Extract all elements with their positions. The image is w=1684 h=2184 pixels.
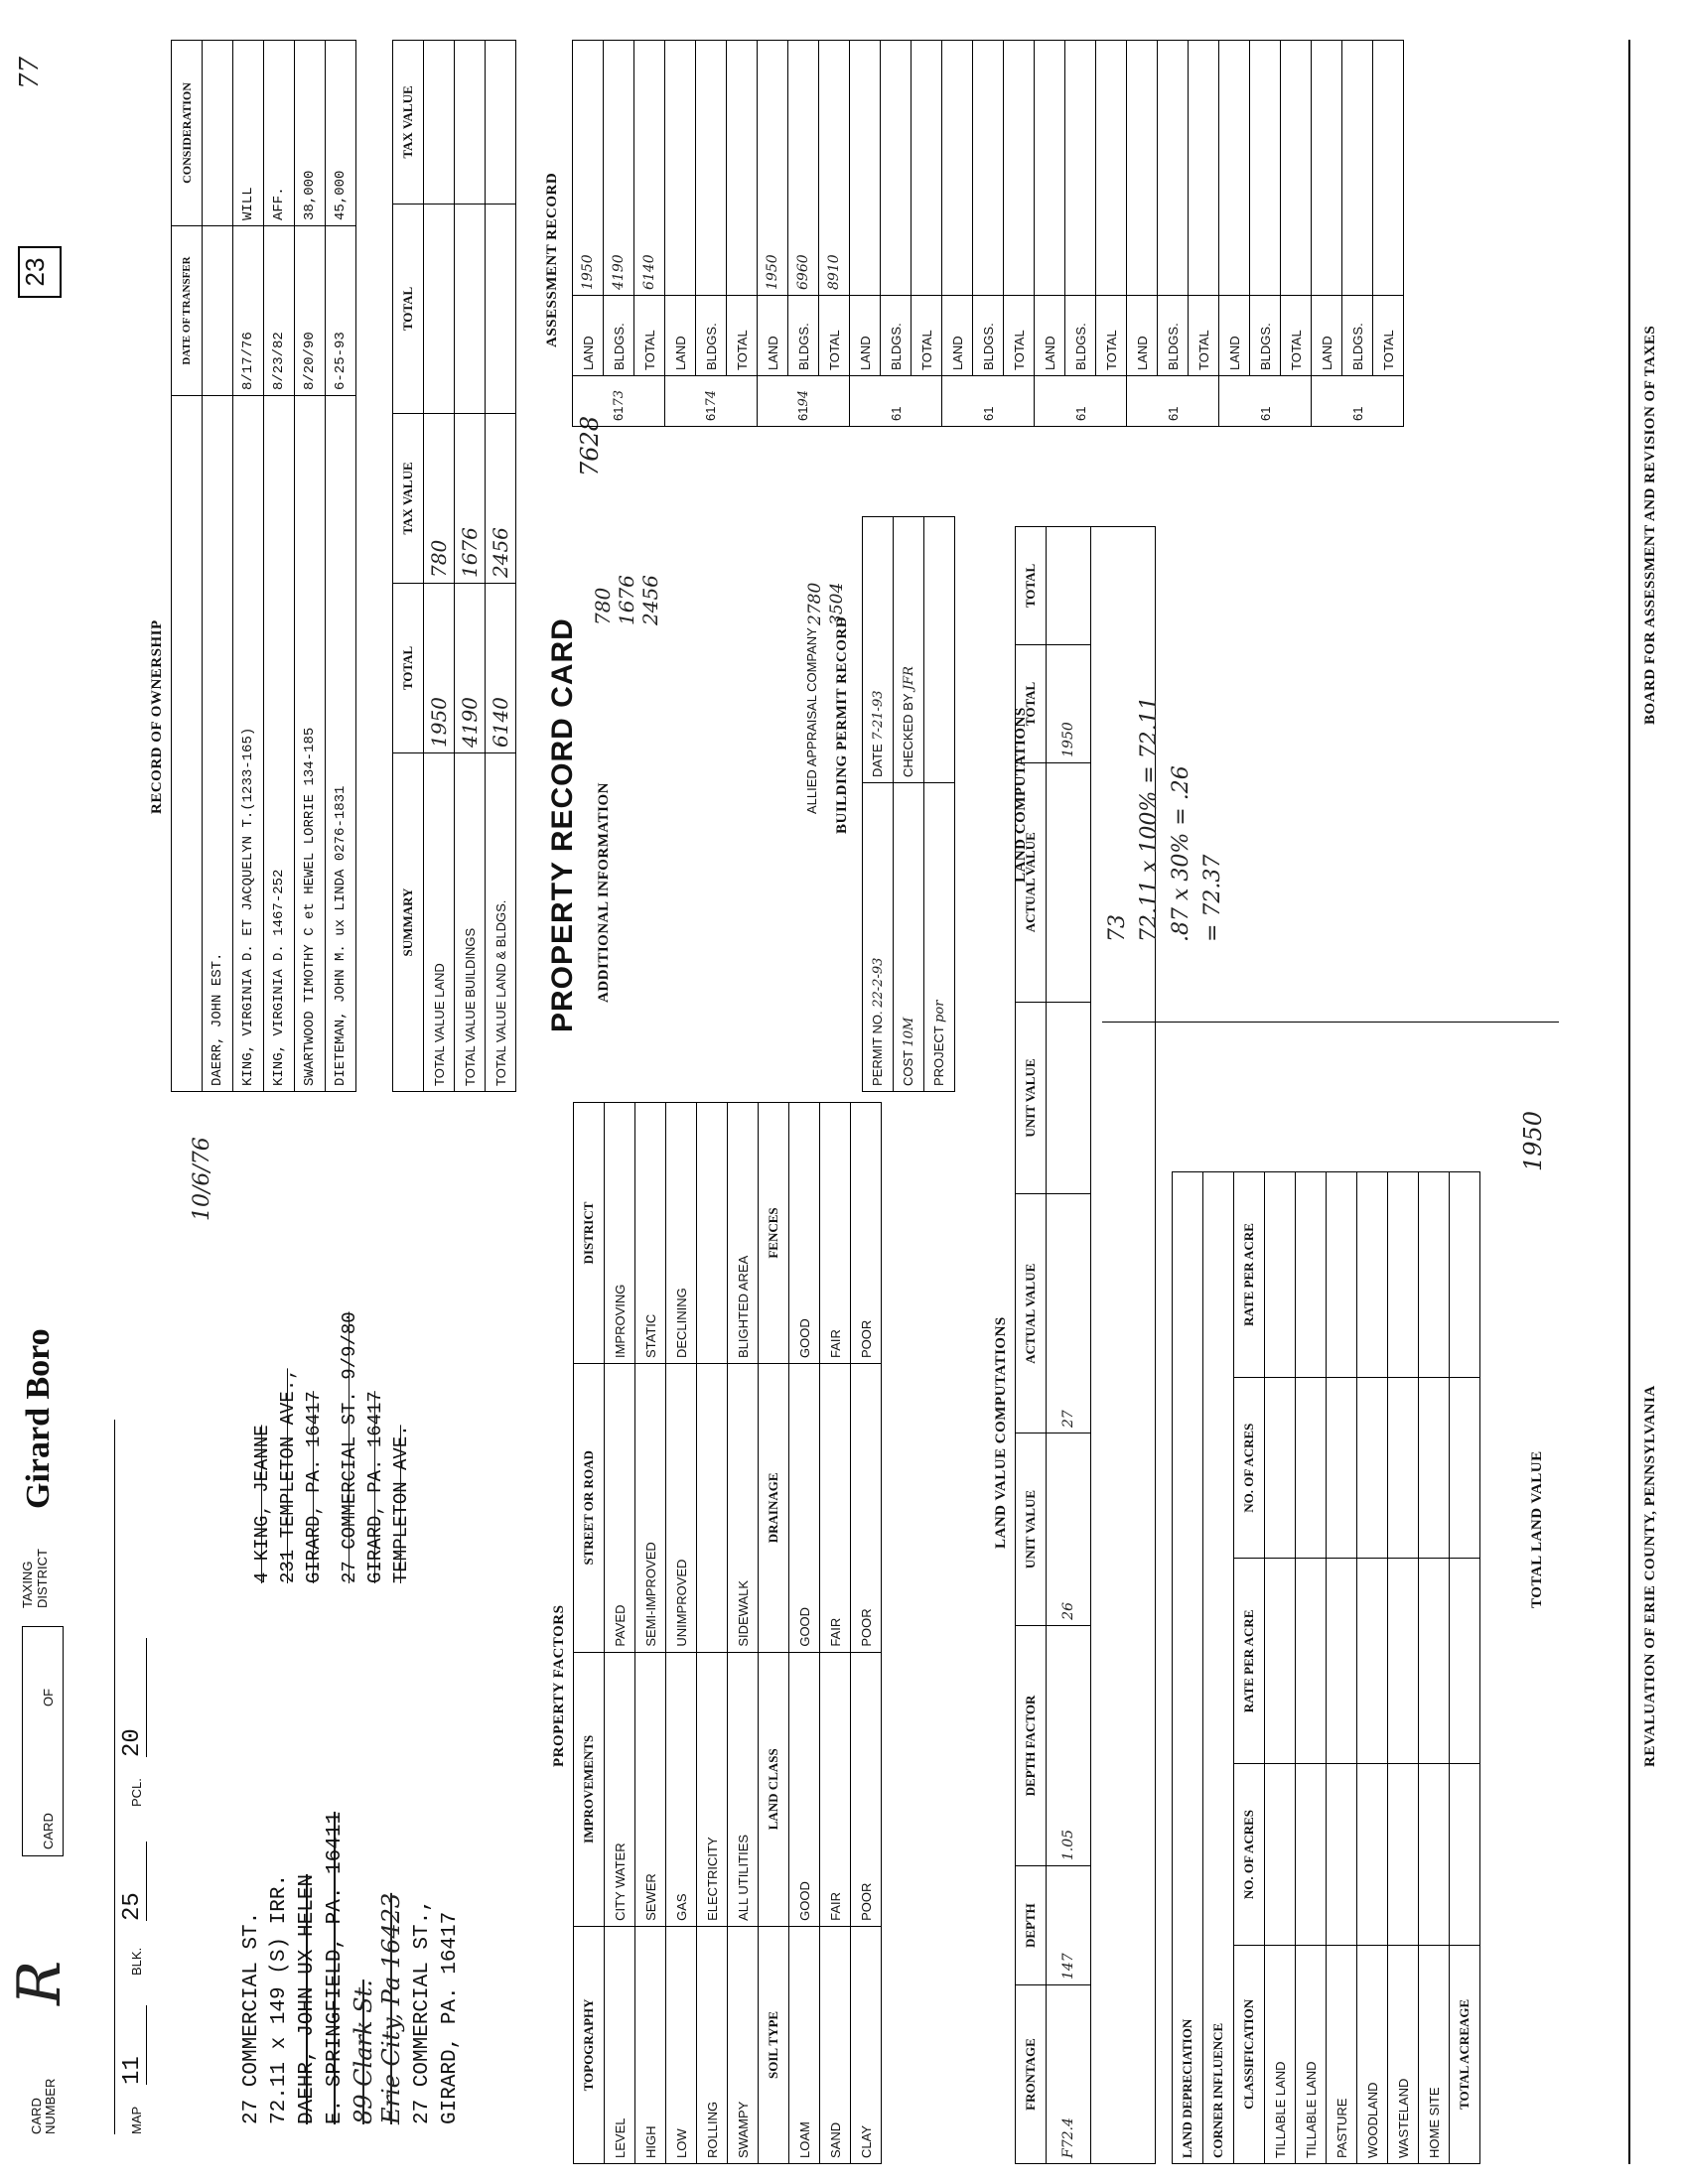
company-label: ALLIED APPRAISAL COMPANY xyxy=(804,627,819,814)
of-label: OF xyxy=(41,1688,56,1706)
land-computation-lines: 73 72.11 x 100% = 72.11 .87 x 30% = .26 = 72.37 xyxy=(1105,696,1225,942)
assessment-side-number: 7628 xyxy=(576,415,604,477)
ownership-row: KING, VIRGINIA D. ET JACQUELYN T.(1233-165) 8/17/76 WILL xyxy=(233,41,264,1092)
card-number-label: CARD NUMBER xyxy=(29,2078,58,2134)
summary-row: TOTAL VALUE LAND & BLDGS. 6140 2456 xyxy=(486,41,516,1092)
land-value-table: FRONTAGE DEPTH DEPTH FACTOR UNIT VALUE ACTUAL VALUE UNIT VALUE ACTUAL VALUE TOTAL TOTAL F72.4 147 1.05 26 27 1950 xyxy=(1015,526,1156,2164)
land-computations-section xyxy=(1013,525,1559,1023)
additional-info-label: ADDITIONAL INFORMATION xyxy=(596,782,612,1003)
map-label: MAP xyxy=(129,2106,144,2134)
record-card-section xyxy=(536,516,973,1092)
ownership-table xyxy=(171,40,356,1092)
card-of-box xyxy=(22,1626,64,1856)
handwritten-street: 89 Clark St. xyxy=(350,1979,377,2124)
ownership-title: RECORD OF OWNERSHIP xyxy=(149,619,165,814)
ownership-row: DAERR, JOHN EST. xyxy=(203,41,233,1092)
summary-total-header: TOTAL xyxy=(393,584,424,753)
additional-values: 780 1676 2456 xyxy=(591,575,662,625)
summary-right-total-header: TOTAL xyxy=(393,205,424,414)
footer-left: REVALUATION OF ERIE COUNTY, PENNSYLVANIA xyxy=(1642,1385,1658,1767)
permit-title: BUILDING PERMIT RECORD xyxy=(834,615,850,834)
summary-right-tax-header: TAX VALUE xyxy=(393,41,424,205)
struck-owner-line: DAEHR, JOHN UX HELEN xyxy=(296,1873,319,2124)
property-factors-table: TOPOGRAPHY IMPROVEMENTS STREET OR ROAD DISTRICT LEVEL CITY WATER PAVED IMPROVING HIGH SEWER SEMI-IMPROVED STATIC LOW GAS UNIMPROVED DECLINING ROLLING ELECTRICITY SWAMPY ALL UTILITIES SIDEWALK BLIGHTED AREA SOIL TYPE LAND CLASS DRAINAGE FENCES LOAM GOOD GOOD GOOD SAND FAIR FAIR FAIR CLAY POOR POOR POOR xyxy=(573,1102,882,2164)
assessment-section xyxy=(536,40,1599,506)
struck-king-2: 231 TEMPLETON AVE., xyxy=(277,1368,299,1583)
ownership-section xyxy=(10,40,536,1092)
card-label: CARD xyxy=(41,1813,56,1849)
address-line-2: 72.11 x 149 (S) IRR. xyxy=(268,1873,291,2124)
summary-table xyxy=(392,40,516,1092)
consideration-header: CONSIDERATION xyxy=(172,41,203,226)
struck-commercial-2: GIRARD, PA. 16417 xyxy=(364,1391,386,1583)
total-land-value: 1950 xyxy=(1519,1110,1547,1171)
pcl-value: 20 xyxy=(119,1638,147,1757)
struck-commercial-3: TEMPLETON AVE. xyxy=(390,1425,412,1583)
permit-table: PERMIT NO. 22-2-93 DATE 7-21-93 COST 10M CHECKED BY JFR PROJECT por xyxy=(862,516,955,1092)
box-number: 23 xyxy=(18,246,62,298)
summary-tax-header: TAX VALUE xyxy=(393,414,424,584)
footer-right: BOARD FOR ASSESSMENT AND REVISION OF TAXES xyxy=(1642,325,1658,725)
map-value: 11 xyxy=(119,2005,147,2085)
blk-value: 25 xyxy=(119,1842,147,1921)
acreage-table: LAND DEPRECIATION CORNER INFLUENCE CLASSIFICATION NO. OF ACRES RATE PER ACRE NO. OF ACRES RATE PER ACRE TILLABLE LAND TILLABLE LAND PASTURE WOODLAND WASTELAND HOME SITE TOTAL ACREAGE xyxy=(1172,1171,1480,2164)
summary-title: SUMMARY xyxy=(393,753,424,1092)
final-address-line-2: GIRARD, PA. 16417 xyxy=(439,1911,462,2124)
ownership-row: SWARTWOOD TIMOTHY C et HEWEL LORRIE 134-185 8/20/90 38,000 xyxy=(295,41,326,1092)
date-of-transfer-header: DATE OF TRANSFER xyxy=(172,226,203,396)
land-computations-title: LAND COMPUTATIONS xyxy=(1013,707,1029,883)
taxing-district-value: Girard Boro xyxy=(20,1328,57,1509)
card-footer xyxy=(1628,40,1670,2164)
summary-row: TOTAL VALUE BUILDINGS 4190 1676 xyxy=(455,41,486,1092)
taxing-district-label: TAXING DISTRICT xyxy=(20,1549,50,1608)
summary-row: TOTAL VALUE LAND 1950 780 xyxy=(424,41,455,1092)
property-address-area xyxy=(169,1092,546,2134)
assessment-table: 6173 LAND 1950 BLDGS. 4190 TOTAL 6140 6174 LAND BLDGS. TOTAL 6194 LAND 1950 BLDGS. 6960 TOTAL 8910 61 LAND BLDGS. TOTAL 61 LAND BLDGS. TOTAL 61 LAND BLDGS. TOTAL 61 LAND BLDGS. TOTAL 61 LAND BLDGS. TOTAL 61 LAND BLDGS. TOTAL xyxy=(572,40,1404,427)
handwritten-city: Erie City, Pa 16423 xyxy=(377,1892,405,2124)
struck-king-1: 4 KING, JEANNE xyxy=(251,1425,273,1583)
struck-city-line: E. SPRINGFIELD, PA. 16411 xyxy=(324,1811,347,2124)
land-value-title: LAND VALUE COMPUTATIONS xyxy=(993,1316,1009,1549)
record-card-title: PROPERTY RECORD CARD xyxy=(546,617,579,1032)
struck-king-3: GIRARD, PA. 16417 xyxy=(303,1391,325,1583)
blk-label: BLK. xyxy=(129,1947,144,1976)
property-factors-title: PROPERTY FACTORS xyxy=(551,1604,567,1767)
total-land-value-label: TOTAL LAND VALUE xyxy=(1529,1450,1545,1608)
struck-commercial-1: 27 COMMERCIAL ST. 9/9/80 xyxy=(339,1311,360,1583)
card-number-value: R xyxy=(5,1960,74,2005)
map-blk-pcl-row xyxy=(114,1420,155,2134)
ownership-row: KING, VIRGINIA D. 1467-252 8/23/82 AFF. xyxy=(264,41,295,1092)
assessment-title: ASSESSMENT RECORD xyxy=(544,172,560,347)
pcl-label: PCL. xyxy=(129,1778,144,1807)
ownership-row: DIETEMAN, JOHN M. ux LINDA 0276-1831 6-25-93 45,000 xyxy=(326,41,356,1092)
permit-values: 2780 3504 xyxy=(805,582,847,625)
address-line-1: 27 COMMERCIAL ST. xyxy=(240,1911,263,2124)
date-note: 10/6/76 xyxy=(190,1137,214,1221)
corner-number: 77 xyxy=(15,56,45,89)
final-address-line-1: 27 COMMERCIAL ST., xyxy=(411,1899,434,2124)
